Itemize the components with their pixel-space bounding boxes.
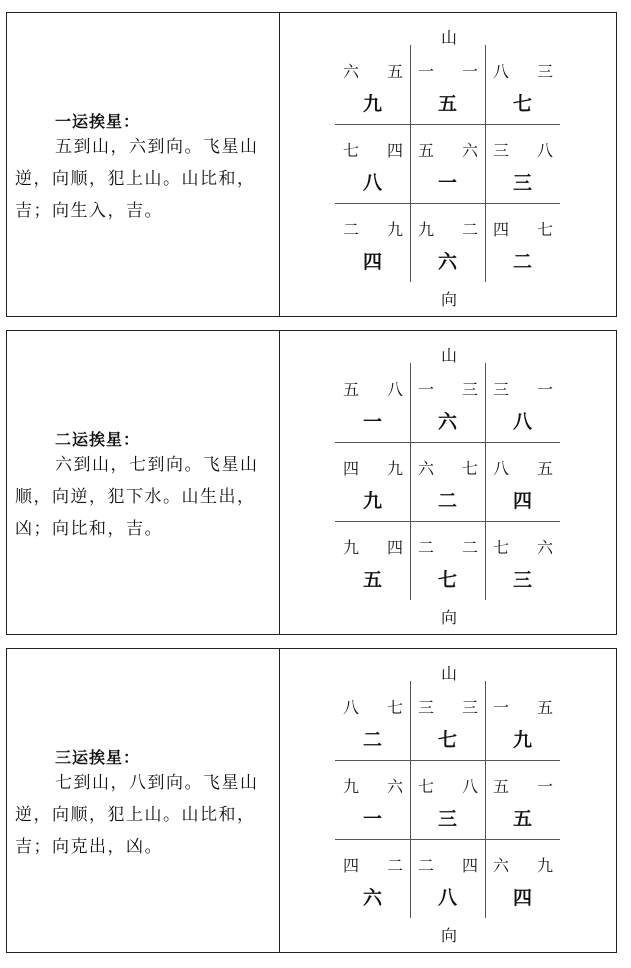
period-star: 六 (437, 411, 457, 433)
mountain-star: 三 (493, 141, 510, 160)
palace-cell (485, 124, 560, 203)
period-star: 九 (362, 490, 382, 512)
chart-block-1 (6, 12, 617, 317)
period-star: 五 (512, 808, 532, 830)
palace-cell (335, 521, 410, 600)
palace-cell (410, 521, 485, 600)
period-star: 二 (362, 729, 382, 751)
mountain-star: 四 (343, 856, 360, 875)
star-pair (418, 377, 478, 400)
palace-cell (485, 442, 560, 521)
facing-star: 二 (386, 856, 403, 875)
star-pair (493, 59, 553, 82)
star-pair (418, 535, 478, 558)
mountain-star: 九 (418, 220, 435, 239)
palace-cell (410, 760, 485, 839)
palace-cell (335, 760, 410, 839)
period-star: 一 (437, 172, 457, 194)
nine-palace-grid (335, 45, 560, 282)
palace-cell (335, 203, 410, 282)
star-pair (343, 59, 403, 82)
period-star: 六 (437, 251, 457, 273)
star-pair (343, 377, 403, 400)
mountain-star: 六 (493, 856, 510, 875)
mountain-star: 六 (343, 62, 360, 81)
period-star: 三 (437, 808, 457, 830)
period-star: 三 (512, 569, 532, 591)
mountain-star: 九 (343, 538, 360, 557)
mountain-star: 三 (418, 698, 435, 717)
facing-star: 四 (386, 538, 403, 557)
period-star: 七 (437, 729, 457, 751)
star-pair (493, 456, 553, 479)
facing-star: 八 (536, 141, 553, 160)
period-star: 七 (437, 569, 457, 591)
star-pair (343, 853, 403, 876)
facing-star: 八 (386, 380, 403, 399)
mountain-star: 四 (343, 459, 360, 478)
facing-star: 三 (536, 62, 553, 81)
palace-cell (410, 681, 485, 760)
star-chart-panel (280, 649, 618, 952)
mountain-star: 一 (418, 62, 435, 81)
star-pair (343, 774, 403, 797)
mountain-star: 七 (418, 777, 435, 796)
palace-cell (410, 124, 485, 203)
palace-cell (335, 45, 410, 124)
description-panel (7, 13, 280, 316)
mountain-star: 八 (493, 459, 510, 478)
palace-cell (485, 203, 560, 282)
facing-star: 七 (461, 459, 478, 478)
palace-cell (410, 442, 485, 521)
facing-star: 三 (461, 380, 478, 399)
mountain-star: 六 (418, 459, 435, 478)
mountain-star: 七 (343, 141, 360, 160)
palace-cell (485, 521, 560, 600)
period-star: 一 (362, 808, 382, 830)
period-star: 九 (362, 93, 382, 115)
star-pair (418, 456, 478, 479)
facing-star: 六 (386, 777, 403, 796)
star-chart-panel (280, 331, 618, 634)
facing-star: 二 (461, 220, 478, 239)
mountain-star: 三 (493, 380, 510, 399)
mountain-star: 二 (343, 220, 360, 239)
mountain-star: 五 (493, 777, 510, 796)
mountain-label: 山 (440, 28, 457, 47)
palace-cell (485, 681, 560, 760)
facing-star: 八 (461, 777, 478, 796)
chart-block-2 (6, 330, 617, 635)
star-pair (343, 695, 403, 718)
mountain-star: 一 (493, 698, 510, 717)
palace-cell (410, 363, 485, 442)
facing-star: 一 (461, 62, 478, 81)
period-star: 二 (512, 251, 532, 273)
palace-cell (485, 760, 560, 839)
mountain-star: 四 (493, 220, 510, 239)
facing-star: 四 (461, 856, 478, 875)
period-star: 八 (512, 411, 532, 433)
palace-cell (410, 203, 485, 282)
period-star: 八 (362, 172, 382, 194)
description-panel (7, 649, 280, 952)
section-title: 一运挨星： (55, 112, 141, 131)
facing-star: 七 (386, 698, 403, 717)
star-pair (418, 217, 478, 240)
facing-star: 五 (386, 62, 403, 81)
palace-cell (335, 363, 410, 442)
star-pair (343, 217, 403, 240)
section-text: 六到山，七到向。飞星山顺，向逆，犯下水。山生出，凶；向比和，吉。 (15, 455, 259, 539)
star-pair (343, 535, 403, 558)
period-star: 二 (437, 490, 457, 512)
facing-star: 六 (536, 538, 553, 557)
palace-cell (410, 45, 485, 124)
mountain-star: 五 (418, 141, 435, 160)
facing-star: 一 (536, 380, 553, 399)
star-pair (493, 138, 553, 161)
period-star: 五 (437, 93, 457, 115)
facing-star: 二 (461, 538, 478, 557)
facing-star: 五 (536, 698, 553, 717)
mountain-star: 二 (418, 856, 435, 875)
palace-cell (335, 839, 410, 918)
description-panel (7, 331, 280, 634)
mountain-star: 五 (343, 380, 360, 399)
chart-block-3 (6, 648, 617, 953)
period-star: 九 (512, 729, 532, 751)
star-pair (418, 138, 478, 161)
palace-cell (485, 45, 560, 124)
period-star: 三 (512, 172, 532, 194)
palace-cell (335, 681, 410, 760)
facing-label: 向 (440, 926, 457, 945)
section-text: 五到山，六到向。飞星山逆，向顺，犯上山。山比和，吉；向生入，吉。 (15, 137, 259, 221)
mountain-star: 一 (418, 380, 435, 399)
mountain-star: 八 (493, 62, 510, 81)
star-pair (418, 774, 478, 797)
star-pair (418, 695, 478, 718)
period-star: 四 (512, 490, 532, 512)
facing-label: 向 (440, 290, 457, 309)
period-star: 四 (362, 251, 382, 273)
facing-star: 四 (386, 141, 403, 160)
star-pair (493, 774, 553, 797)
star-pair (493, 377, 553, 400)
star-pair (343, 138, 403, 161)
section-title: 三运挨星： (55, 748, 141, 767)
section-text: 七到山，八到向。飞星山逆，向顺，犯上山。山比和，吉；向克出，凶。 (15, 773, 259, 857)
period-star: 八 (437, 887, 457, 909)
palace-cell (485, 363, 560, 442)
mountain-star: 七 (493, 538, 510, 557)
star-pair (343, 456, 403, 479)
facing-star: 七 (536, 220, 553, 239)
facing-star: 六 (461, 141, 478, 160)
star-pair (493, 535, 553, 558)
facing-star: 九 (386, 459, 403, 478)
period-star: 七 (512, 93, 532, 115)
facing-star: 一 (536, 777, 553, 796)
star-pair (493, 853, 553, 876)
period-star: 五 (362, 569, 382, 591)
period-star: 一 (362, 411, 382, 433)
mountain-label: 山 (440, 346, 457, 365)
facing-star: 三 (461, 698, 478, 717)
period-star: 四 (512, 887, 532, 909)
nine-palace-grid (335, 681, 560, 918)
facing-star: 九 (536, 856, 553, 875)
facing-label: 向 (440, 608, 457, 627)
mountain-star: 二 (418, 538, 435, 557)
star-pair (418, 853, 478, 876)
period-star: 六 (362, 887, 382, 909)
mountain-star: 九 (343, 777, 360, 796)
palace-cell (410, 839, 485, 918)
palace-cell (335, 442, 410, 521)
mountain-star: 八 (343, 698, 360, 717)
facing-star: 五 (536, 459, 553, 478)
facing-star: 九 (386, 220, 403, 239)
nine-palace-grid (335, 363, 560, 600)
section-title: 二运挨星： (55, 430, 141, 449)
palace-cell (335, 124, 410, 203)
palace-cell (485, 839, 560, 918)
star-pair (493, 695, 553, 718)
star-pair (493, 217, 553, 240)
star-chart-panel (280, 13, 618, 316)
mountain-label: 山 (440, 664, 457, 683)
star-pair (418, 59, 478, 82)
